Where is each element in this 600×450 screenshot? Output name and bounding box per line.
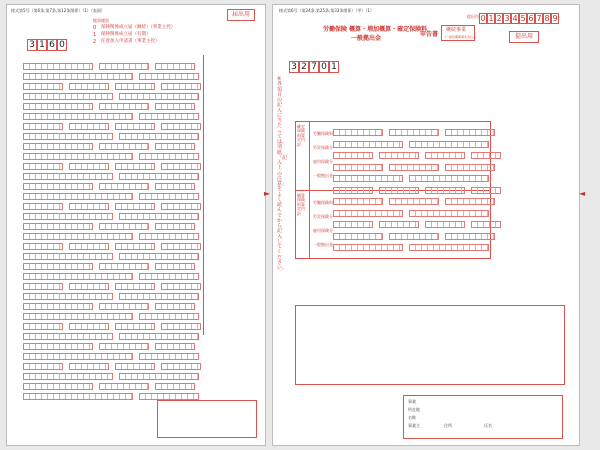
field-input[interactable]: [161, 243, 201, 250]
field-input[interactable]: [69, 163, 109, 170]
doc-digit: 8: [544, 14, 550, 23]
option-label: 保険関係成立届（有期）: [101, 32, 151, 37]
field-input[interactable]: [69, 203, 109, 210]
form-code-digit: 3: [27, 39, 37, 51]
left-divider: [203, 55, 204, 335]
field-input[interactable]: [23, 313, 133, 320]
field-input[interactable]: [409, 141, 489, 148]
field-input[interactable]: [333, 164, 383, 171]
field-input[interactable]: [23, 323, 63, 330]
field-input[interactable]: [161, 203, 201, 210]
field-input[interactable]: [333, 175, 403, 182]
field-input[interactable]: [389, 233, 439, 240]
field-input[interactable]: [161, 283, 201, 290]
field-input[interactable]: [115, 283, 155, 290]
doc-digit: 6: [528, 14, 534, 23]
field-input[interactable]: [409, 244, 489, 251]
field-input[interactable]: [333, 152, 373, 159]
document-number: [479, 13, 559, 24]
section-row-label: 労災保険分: [313, 214, 333, 219]
field-input[interactable]: [425, 152, 465, 159]
doc-digit: 4: [512, 14, 518, 23]
employer-label: 氏名: [484, 423, 492, 428]
field-input[interactable]: [23, 273, 133, 280]
field-input[interactable]: [333, 187, 373, 194]
field-input[interactable]: [23, 93, 113, 100]
doc-digit: 7: [536, 14, 542, 23]
field-input[interactable]: [23, 183, 93, 190]
option-num: 1: [93, 32, 97, 38]
employer-label: 所在地: [408, 407, 420, 412]
form-code-digit: 1: [37, 39, 47, 51]
field-input[interactable]: [119, 293, 199, 300]
left-header-note: 様式第5号（第6条,第7条,第12条関係）（1）（表面）: [11, 8, 105, 13]
field-input[interactable]: [23, 193, 133, 200]
field-input[interactable]: [161, 363, 201, 370]
field-input[interactable]: [119, 213, 199, 220]
field-input[interactable]: [333, 210, 403, 217]
field-input[interactable]: [161, 123, 201, 130]
option-num: 2: [93, 39, 97, 45]
field-input[interactable]: [23, 153, 133, 160]
field-input[interactable]: [23, 203, 63, 210]
field-input[interactable]: [23, 223, 93, 230]
doc-digit: 9: [552, 14, 558, 23]
field-input[interactable]: [155, 383, 195, 390]
field-input[interactable]: [23, 373, 113, 380]
field-input[interactable]: [23, 73, 133, 80]
field-input[interactable]: [333, 233, 383, 240]
field-input[interactable]: [23, 263, 93, 270]
field-input[interactable]: [99, 303, 149, 310]
field-input[interactable]: [471, 187, 501, 194]
field-input[interactable]: [69, 83, 109, 90]
field-input[interactable]: [99, 383, 149, 390]
field-input[interactable]: [139, 393, 199, 400]
section-row-label: 雇用保険分: [313, 228, 333, 233]
section-row-label: 労働保険料: [313, 131, 333, 136]
field-input[interactable]: [23, 123, 63, 130]
field-input[interactable]: [23, 163, 63, 170]
field-input[interactable]: [23, 173, 113, 180]
field-input[interactable]: [409, 175, 489, 182]
field-input[interactable]: [155, 303, 195, 310]
field-input[interactable]: [139, 313, 199, 320]
calc-table-label-col: [309, 121, 310, 259]
field-input[interactable]: [99, 343, 149, 350]
form-code-digit: 6: [47, 39, 57, 51]
section-row-label: 一般拠出金: [313, 173, 333, 178]
right-form-sheet: [272, 4, 580, 446]
field-input[interactable]: [119, 253, 199, 260]
continuation-sub: （一括有期事業を含む。）: [443, 35, 478, 39]
field-input[interactable]: [23, 293, 113, 300]
field-input[interactable]: [389, 198, 439, 205]
form-code-digit: 0: [319, 61, 329, 73]
field-input[interactable]: [115, 323, 155, 330]
side-note-stamp: 提出用: [509, 31, 539, 43]
field-input[interactable]: [23, 303, 93, 310]
field-input[interactable]: [333, 198, 383, 205]
field-input[interactable]: [23, 213, 113, 220]
field-input[interactable]: [409, 210, 489, 217]
field-input[interactable]: [23, 253, 113, 260]
field-input[interactable]: [23, 243, 63, 250]
field-input[interactable]: [23, 353, 133, 360]
field-input[interactable]: [23, 343, 93, 350]
field-input[interactable]: [155, 183, 195, 190]
field-input[interactable]: [389, 164, 439, 171]
continuation-label: 継続事業: [446, 27, 467, 33]
field-input[interactable]: [115, 203, 155, 210]
field-input[interactable]: [425, 187, 465, 194]
field-input[interactable]: [99, 223, 149, 230]
section-label: 確定保険料算定内訳: [297, 124, 305, 147]
field-input[interactable]: [333, 141, 403, 148]
field-input[interactable]: [69, 243, 109, 250]
field-input[interactable]: [69, 323, 109, 330]
field-input[interactable]: [161, 323, 201, 330]
form-code-digit: 7: [309, 61, 319, 73]
field-input[interactable]: [161, 83, 201, 90]
left-arrow-marker: ►: [264, 189, 271, 198]
field-input[interactable]: [115, 243, 155, 250]
doc-digit: 2: [496, 14, 502, 23]
field-input[interactable]: [119, 373, 199, 380]
field-input[interactable]: [425, 221, 465, 228]
field-input[interactable]: [119, 93, 199, 100]
field-input[interactable]: [119, 133, 199, 140]
field-input[interactable]: [155, 263, 195, 270]
section-row-label: 雇用保険分: [313, 159, 333, 164]
field-input[interactable]: [333, 129, 383, 136]
field-input[interactable]: [115, 363, 155, 370]
field-input[interactable]: [69, 363, 109, 370]
field-input[interactable]: [379, 187, 419, 194]
employer-label: 事業: [408, 399, 416, 404]
field-input[interactable]: [23, 133, 113, 140]
field-input[interactable]: [23, 143, 93, 150]
field-input[interactable]: [99, 143, 149, 150]
field-input[interactable]: [155, 103, 195, 110]
field-input[interactable]: [23, 283, 63, 290]
field-input[interactable]: [139, 353, 199, 360]
field-input[interactable]: [139, 113, 199, 120]
side-instruction: ※各項目の記入に当たっては、別紙「記入上の注意」をよく読んでから記入してください。: [277, 76, 288, 271]
field-input[interactable]: [99, 103, 149, 110]
field-input[interactable]: [119, 333, 199, 340]
field-input[interactable]: [69, 123, 109, 130]
doc-number-label: 提出用: [467, 14, 479, 19]
left-form-code[interactable]: [27, 39, 67, 51]
form-code-digit: 3: [289, 61, 299, 73]
left-stamp: 届出用: [227, 9, 255, 21]
option-label: 保険関係成立届（継続）（事業主控）: [101, 25, 176, 30]
field-input[interactable]: [99, 183, 149, 190]
field-input[interactable]: [115, 123, 155, 130]
field-input[interactable]: [445, 198, 495, 205]
section-row-label: 一般拠出金: [313, 242, 333, 247]
field-input[interactable]: [333, 244, 403, 251]
field-input[interactable]: [155, 343, 195, 350]
field-input[interactable]: [139, 153, 199, 160]
doc-digit: 1: [488, 14, 494, 23]
form-title-suffix: 申告書: [420, 31, 439, 38]
section-row-label: 労働保険料: [313, 200, 333, 205]
field-input[interactable]: [445, 129, 495, 136]
left-form-sheet: [6, 4, 266, 446]
field-input[interactable]: [161, 163, 201, 170]
employer-box: [403, 395, 563, 439]
form-code-label: 帳票種別: [93, 18, 109, 23]
field-input[interactable]: [139, 193, 199, 200]
field-input[interactable]: [23, 103, 93, 110]
field-input[interactable]: [115, 83, 155, 90]
field-input[interactable]: [115, 163, 155, 170]
form-title-line2: 一般拠出金: [351, 35, 382, 42]
field-input[interactable]: [445, 233, 495, 240]
field-input[interactable]: [23, 383, 93, 390]
field-input[interactable]: [23, 233, 133, 240]
form-code-digit: 0: [57, 39, 67, 51]
left-seal-box[interactable]: [157, 400, 257, 438]
field-input[interactable]: [389, 129, 439, 136]
field-input[interactable]: [155, 63, 195, 70]
field-input[interactable]: [155, 223, 195, 230]
field-input[interactable]: [23, 363, 63, 370]
right-form-code[interactable]: [289, 61, 339, 73]
section-label: 概算保険料算定内訳: [297, 193, 305, 216]
field-input[interactable]: [69, 283, 109, 290]
field-input[interactable]: [379, 221, 419, 228]
field-input[interactable]: [155, 143, 195, 150]
right-header-note: 様式第6号（第24条,第25条,第33条関係）（甲）（1）: [279, 8, 374, 13]
option-num: 0: [93, 25, 97, 31]
right-arrow-marker: ◄: [579, 189, 586, 198]
field-input[interactable]: [23, 83, 63, 90]
field-input[interactable]: [23, 113, 133, 120]
field-input[interactable]: [23, 333, 113, 340]
field-input[interactable]: [139, 73, 199, 80]
doc-digit: 3: [504, 14, 510, 23]
bottom-table: [295, 305, 565, 385]
field-input[interactable]: [445, 164, 495, 171]
doc-digit: 5: [520, 14, 526, 23]
continuation-box: [441, 25, 478, 41]
form-code-digit: 1: [329, 61, 339, 73]
field-input[interactable]: [139, 233, 199, 240]
field-input[interactable]: [23, 63, 93, 70]
section-row-label: 労災保険分: [313, 145, 333, 150]
field-input[interactable]: [471, 221, 501, 228]
field-input[interactable]: [471, 152, 501, 159]
field-input[interactable]: [119, 173, 199, 180]
field-input[interactable]: [333, 221, 373, 228]
employer-label: 住所: [444, 423, 452, 428]
field-input[interactable]: [379, 152, 419, 159]
form-title-line1: 労働保険 概算・増加概算・確定保険料: [323, 26, 428, 33]
field-input[interactable]: [99, 263, 149, 270]
field-input[interactable]: [99, 63, 149, 70]
doc-digit: 0: [480, 14, 486, 23]
field-input[interactable]: [139, 273, 199, 280]
field-input[interactable]: [23, 393, 133, 400]
option-label: 任意加入申請書（事業主控）: [101, 39, 160, 44]
employer-label: 名称: [408, 415, 416, 420]
form-code-digit: 2: [299, 61, 309, 73]
employer-label: 事業主: [408, 423, 420, 428]
